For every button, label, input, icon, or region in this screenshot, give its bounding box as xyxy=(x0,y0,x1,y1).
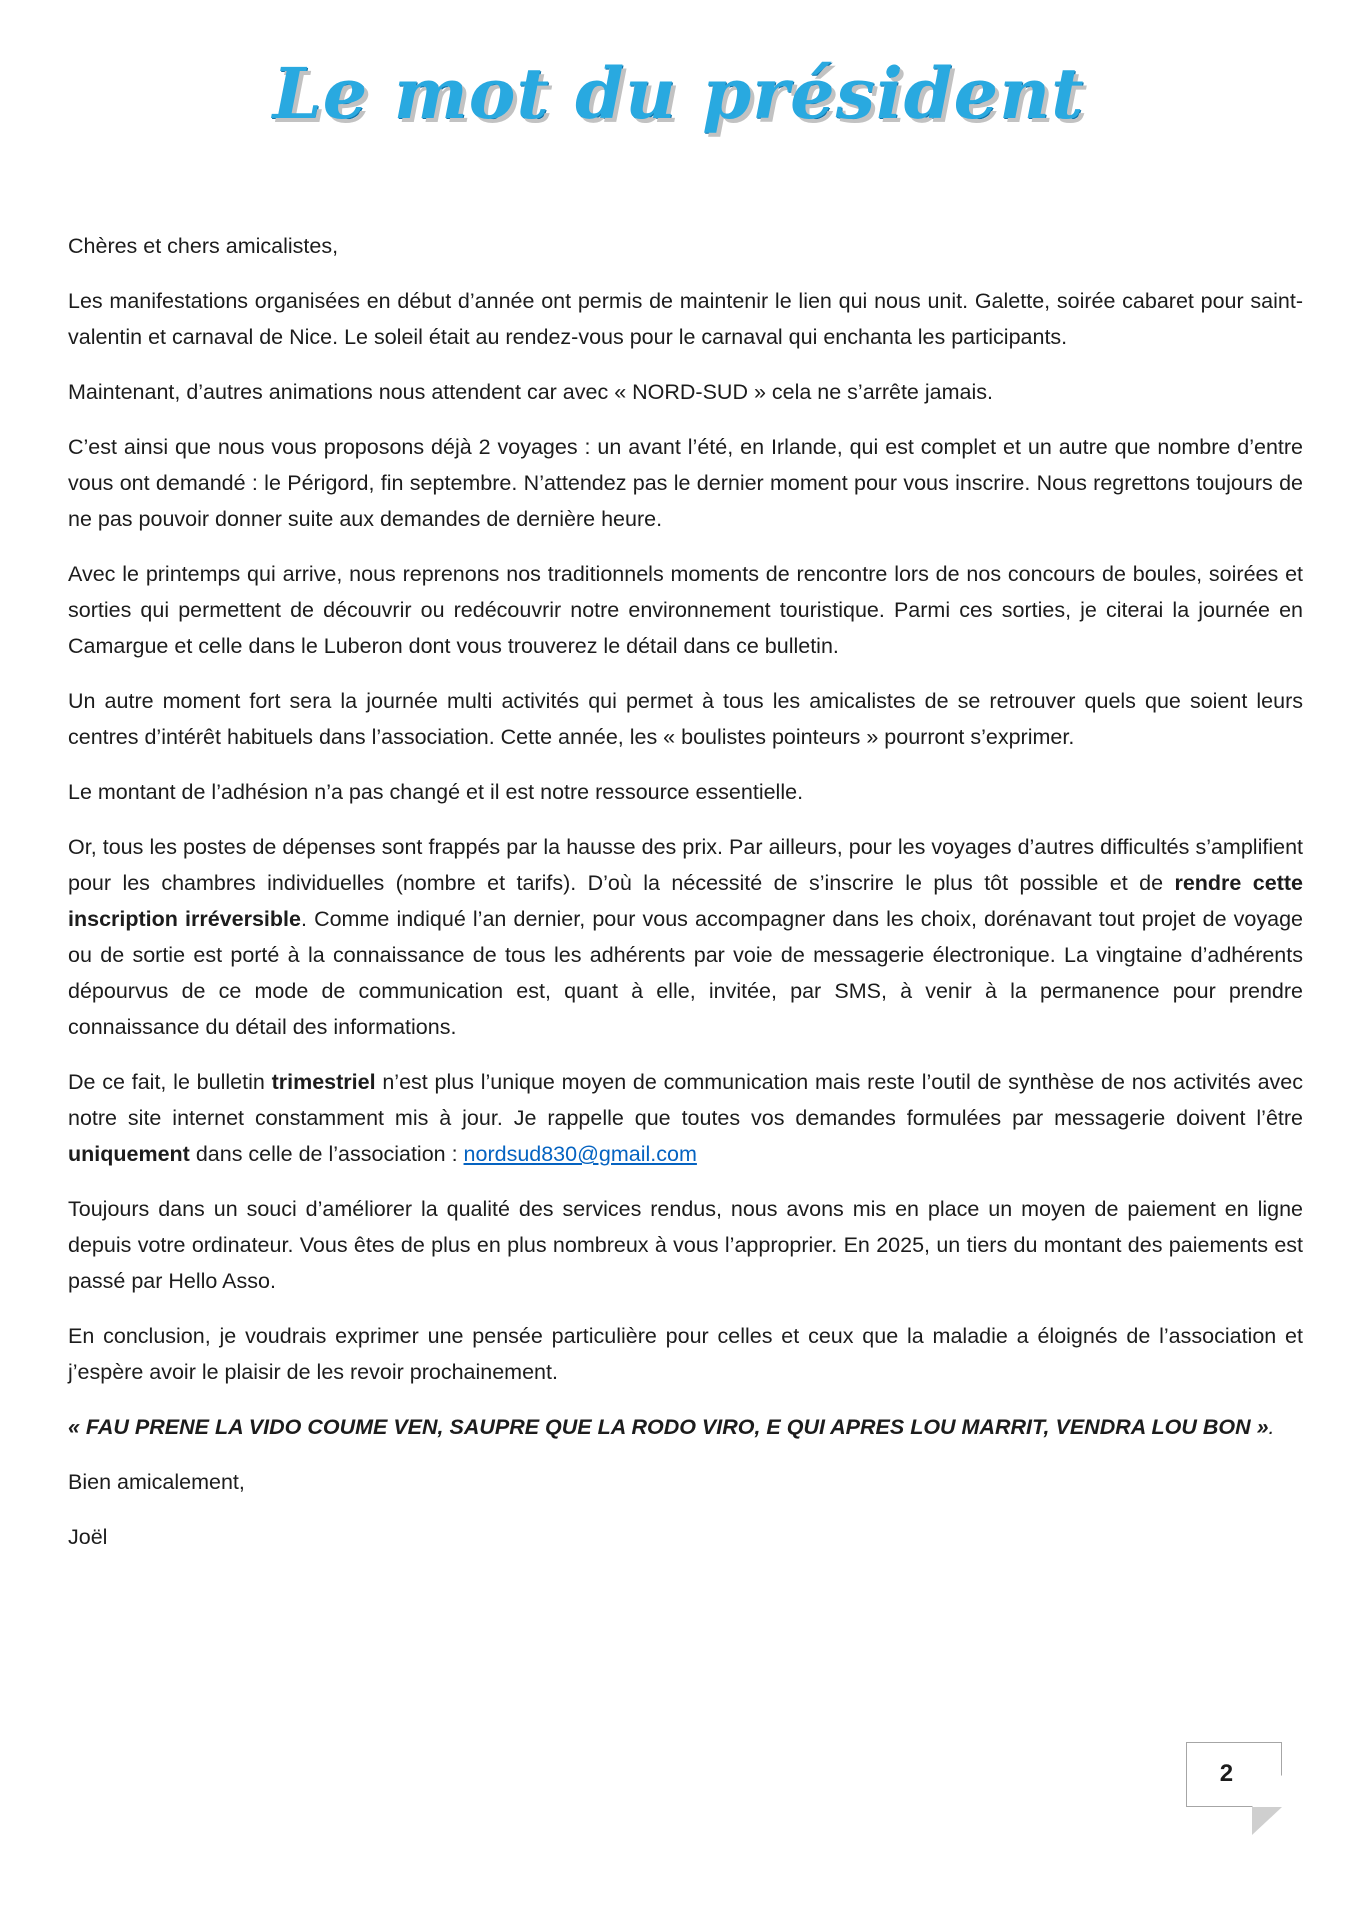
paragraph xyxy=(68,829,1303,1045)
text-run: C’est ainsi que nous vous proposons déjà 2 voyages : un avant l’été, en Irlande, qui est complet et un autre que nombre d’entre vous ont demandé : le Périgord, fin septembre. N’attendez pas le dernier moment pour vous inscrire. Nous regrettons toujours de ne pas pouvoir donner suite aux demandes de dernière heure. xyxy=(68,435,1303,531)
page-title: Le mot du président xyxy=(272,52,1085,135)
paragraph xyxy=(68,429,1303,537)
text-run: Or, tous les postes de dépenses sont frappés par la hausse des prix. Par ailleurs, pour les voyages d’autres difficultés s’amplifient pour les chambres individuelles (nombre et tarifs). D’où la nécessité de s’inscrire le plus tôt possible et de xyxy=(68,835,1303,895)
page-fold-corner-icon xyxy=(1252,1775,1282,1807)
paragraph xyxy=(68,1519,1303,1555)
page-fold-flap-icon xyxy=(1252,1807,1282,1835)
text-run: rendre cette inscription irréversible xyxy=(68,871,1303,931)
text-run: Avec le printemps qui arrive, nous reprenons nos traditionnels moments de rencontre lors de nos concours de boules, soirées et sorties qui permettent de découvrir ou redécouvrir notre environnement touristique. Parmi ces sorties, je citerai la journée en Camargue et celle dans le Luberon dont vous trouverez le détail dans ce bulletin. xyxy=(68,562,1303,658)
paragraph xyxy=(68,1464,1303,1500)
paragraph xyxy=(68,228,1303,264)
text-run: . Comme indiqué l’an dernier, pour vous accompagner dans les choix, dorénavant tout projet de voyage ou de sortie est porté à la connaissance de tous les adhérents par voie de messagerie électronique. La vingtaine d’adhérents dépourvus de ce mode de communication est, quant à elle, invitée, par SMS, à venir à la permanence pour prendre connaissance du détail des informations. xyxy=(68,907,1304,1039)
text-run: dans celle de l’association : xyxy=(189,1142,464,1166)
email-link[interactable]: nordsud830@gmail.com xyxy=(463,1142,697,1166)
paragraph xyxy=(68,374,1303,410)
page-number: 2 xyxy=(1219,1759,1234,1787)
paragraph xyxy=(68,1191,1303,1299)
text-run: Le montant de l’adhésion n’a pas changé et il est notre ressource essentielle. xyxy=(68,780,804,804)
page-number-box xyxy=(1186,1742,1282,1807)
text-run: Maintenant, d’autres animations nous attendent car avec « NORD-SUD » cela ne s’arrête jamais. xyxy=(68,380,993,404)
paragraph xyxy=(68,556,1303,664)
proverb-quote xyxy=(68,1409,1303,1445)
text-run: trimestriel xyxy=(271,1070,376,1094)
text-run: Bien amicalement, xyxy=(68,1470,245,1494)
paragraph xyxy=(68,1318,1303,1390)
text-run: n’est plus l’unique moyen de communication mais reste l’outil de synthèse de nos activités avec notre site internet constamment mis à jour. Je rappelle que toutes vos demandes formulées par messagerie doivent l’être xyxy=(68,1070,1303,1130)
paragraph xyxy=(68,1064,1303,1172)
paragraph xyxy=(68,283,1303,355)
text-run: Chères et chers amicalistes, xyxy=(68,234,339,258)
text-run: De ce fait, le bulletin xyxy=(68,1070,272,1094)
text-run: Un autre moment fort sera la journée multi activités qui permet à tous les amicalistes de se retrouver quels que soient leurs centres d’intérêt habituels dans l’association. Cette année, les « boulistes pointeurs » pourront s’exprimer. xyxy=(68,689,1303,749)
text-run: En conclusion, je voudrais exprimer une pensée particulière pour celles et ceux que la maladie a éloignés de l’association et j’espère avoir le plaisir de les revoir prochainement. xyxy=(68,1324,1303,1384)
paragraph xyxy=(68,774,1303,810)
text-run: Toujours dans un souci d’améliorer la qualité des services rendus, nous avons mis en place un moyen de paiement en ligne depuis votre ordinateur. Vous êtes de plus en plus nombreux à vous l’approprier. En 2025, un tiers du montant des paiements est passé par Hello Asso. xyxy=(68,1197,1303,1293)
text-run: Joël xyxy=(68,1525,108,1549)
paragraph xyxy=(68,683,1303,755)
text-run: uniquement xyxy=(68,1142,190,1166)
text-run: « FAU PRENE LA VIDO COUME VEN, SAUPRE QUE LA RODO VIRO, E QUI APRES LOU MARRIT, VENDRA LOU BON » xyxy=(68,1415,1269,1439)
text-run: Les manifestations organisées en début d’année ont permis de maintenir le lien qui nous unit. Galette, soirée cabaret pour saint-valentin et carnaval de Nice. Le soleil était au rendez-vous pour le carnaval qui enchanta les participants. xyxy=(68,289,1303,349)
letter-body xyxy=(68,228,1303,1555)
text-run: . xyxy=(1268,1415,1275,1439)
